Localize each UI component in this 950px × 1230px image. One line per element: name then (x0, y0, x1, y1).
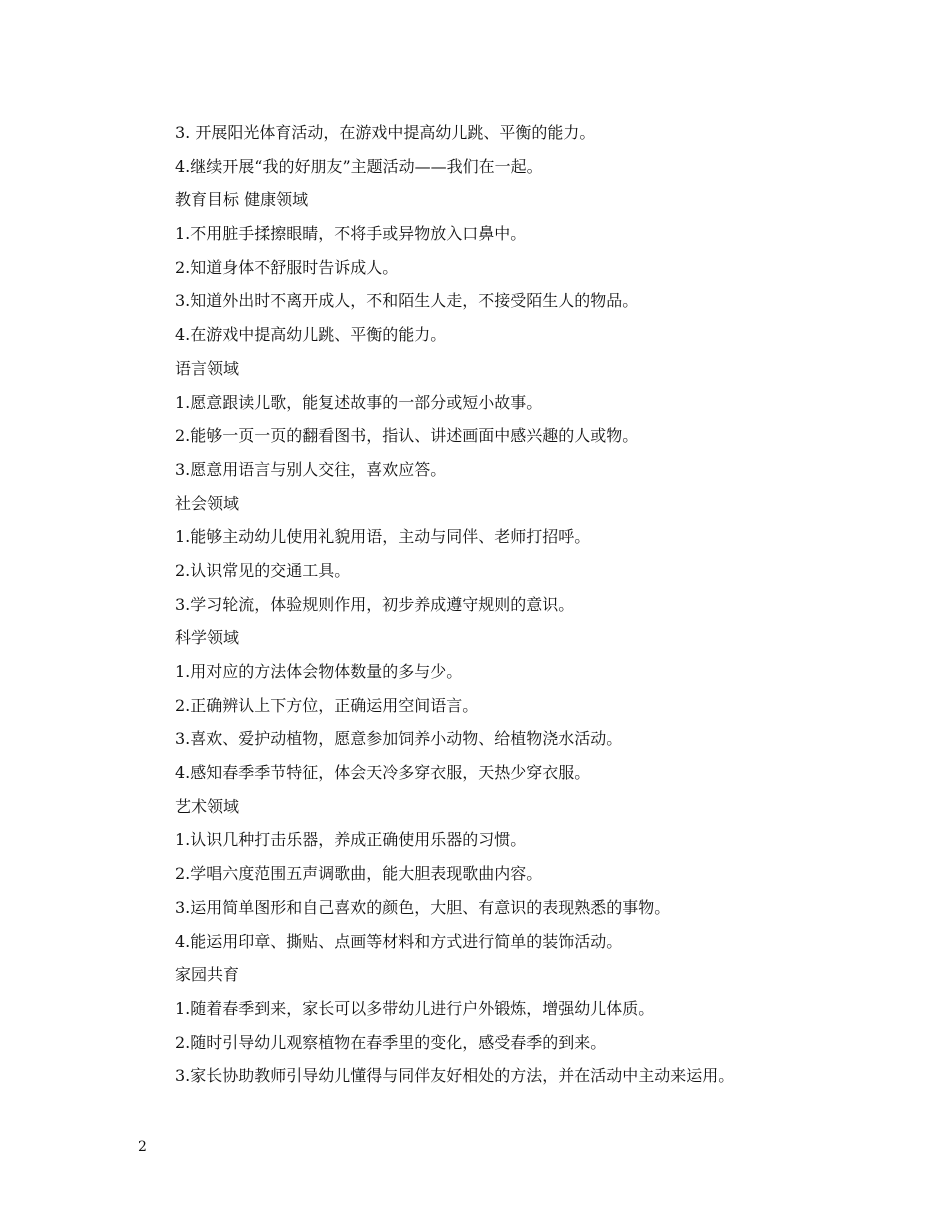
text-line: 4.能运用印章、撕贴、点画等材料和方式进行简单的装饰活动。 (175, 931, 623, 951)
text-line: 2.随时引导幼儿观察植物在春季里的变化，感受春季的到来。 (175, 1032, 607, 1052)
text-line: 2.认识常见的交通工具。 (175, 560, 351, 580)
text-line: 1.愿意跟读儿歌，能复述故事的一部分或短小故事。 (175, 392, 543, 412)
document-body (175, 116, 895, 1093)
section-heading: 语言领域 (175, 358, 240, 378)
text-line: 3.喜欢、爱护动植物，愿意参加饲养小动物、给植物浇水活动。 (175, 729, 623, 749)
text-line: 3.知道外出时不离开成人，不和陌生人走，不接受陌生人的物品。 (175, 291, 639, 311)
section-heading: 家园共育 (175, 965, 240, 985)
text-line: 2.学唱六度范围五声调歌曲，能大胆表现歌曲内容。 (175, 864, 543, 884)
text-line: 4.感知春季季节特征，体会天冷多穿衣服，天热少穿衣服。 (175, 763, 591, 783)
text-line: 1.随着春季到来，家长可以多带幼儿进行户外锻炼，增强幼儿体质。 (175, 998, 655, 1018)
text-line: 3.学习轮流，体验规则作用，初步养成遵守规则的意识。 (175, 594, 575, 614)
text-line: 2.知道身体不舒服时告诉成人。 (175, 257, 399, 277)
text-line: 1.认识几种打击乐器，养成正确使用乐器的习惯。 (175, 830, 527, 850)
text-line: 2.正确辨认上下方位，正确运用空间语言。 (175, 695, 479, 715)
text-line: 3. 开展阳光体育活动，在游戏中提高幼儿跳、平衡的能力。 (175, 123, 596, 142)
section-heading: 科学领域 (175, 628, 240, 648)
text-line: 4.在游戏中提高幼儿跳、平衡的能力。 (175, 325, 447, 345)
section-heading: 社会领域 (175, 493, 240, 513)
text-line: 1.不用脏手揉擦眼睛，不将手或异物放入口鼻中。 (175, 224, 527, 244)
text-line: 1.能够主动幼儿使用礼貌用语，主动与同伴、老师打招呼。 (175, 527, 591, 547)
page-number: 2 (138, 1139, 147, 1155)
text-line: 4.继续开展“我的好朋友”主题活动——我们在一起。 (175, 156, 543, 176)
section-heading: 教育目标 健康领域 (175, 190, 309, 210)
text-line: 2.能够一页一页的翻看图书，指认、讲述画面中感兴趣的人或物。 (175, 426, 639, 446)
text-line: 3.愿意用语言与别人交往，喜欢应答。 (175, 459, 447, 479)
text-line: 3.家长协助教师引导幼儿懂得与同伴友好相处的方法，并在活动中主动来运用。 (175, 1066, 735, 1086)
section-heading: 艺术领域 (175, 796, 240, 816)
text-line: 1.用对应的方法体会物体数量的多与少。 (175, 662, 463, 681)
text-line: 3.运用简单图形和自己喜欢的颜色，大胆、有意识的表现熟悉的事物。 (175, 897, 671, 917)
